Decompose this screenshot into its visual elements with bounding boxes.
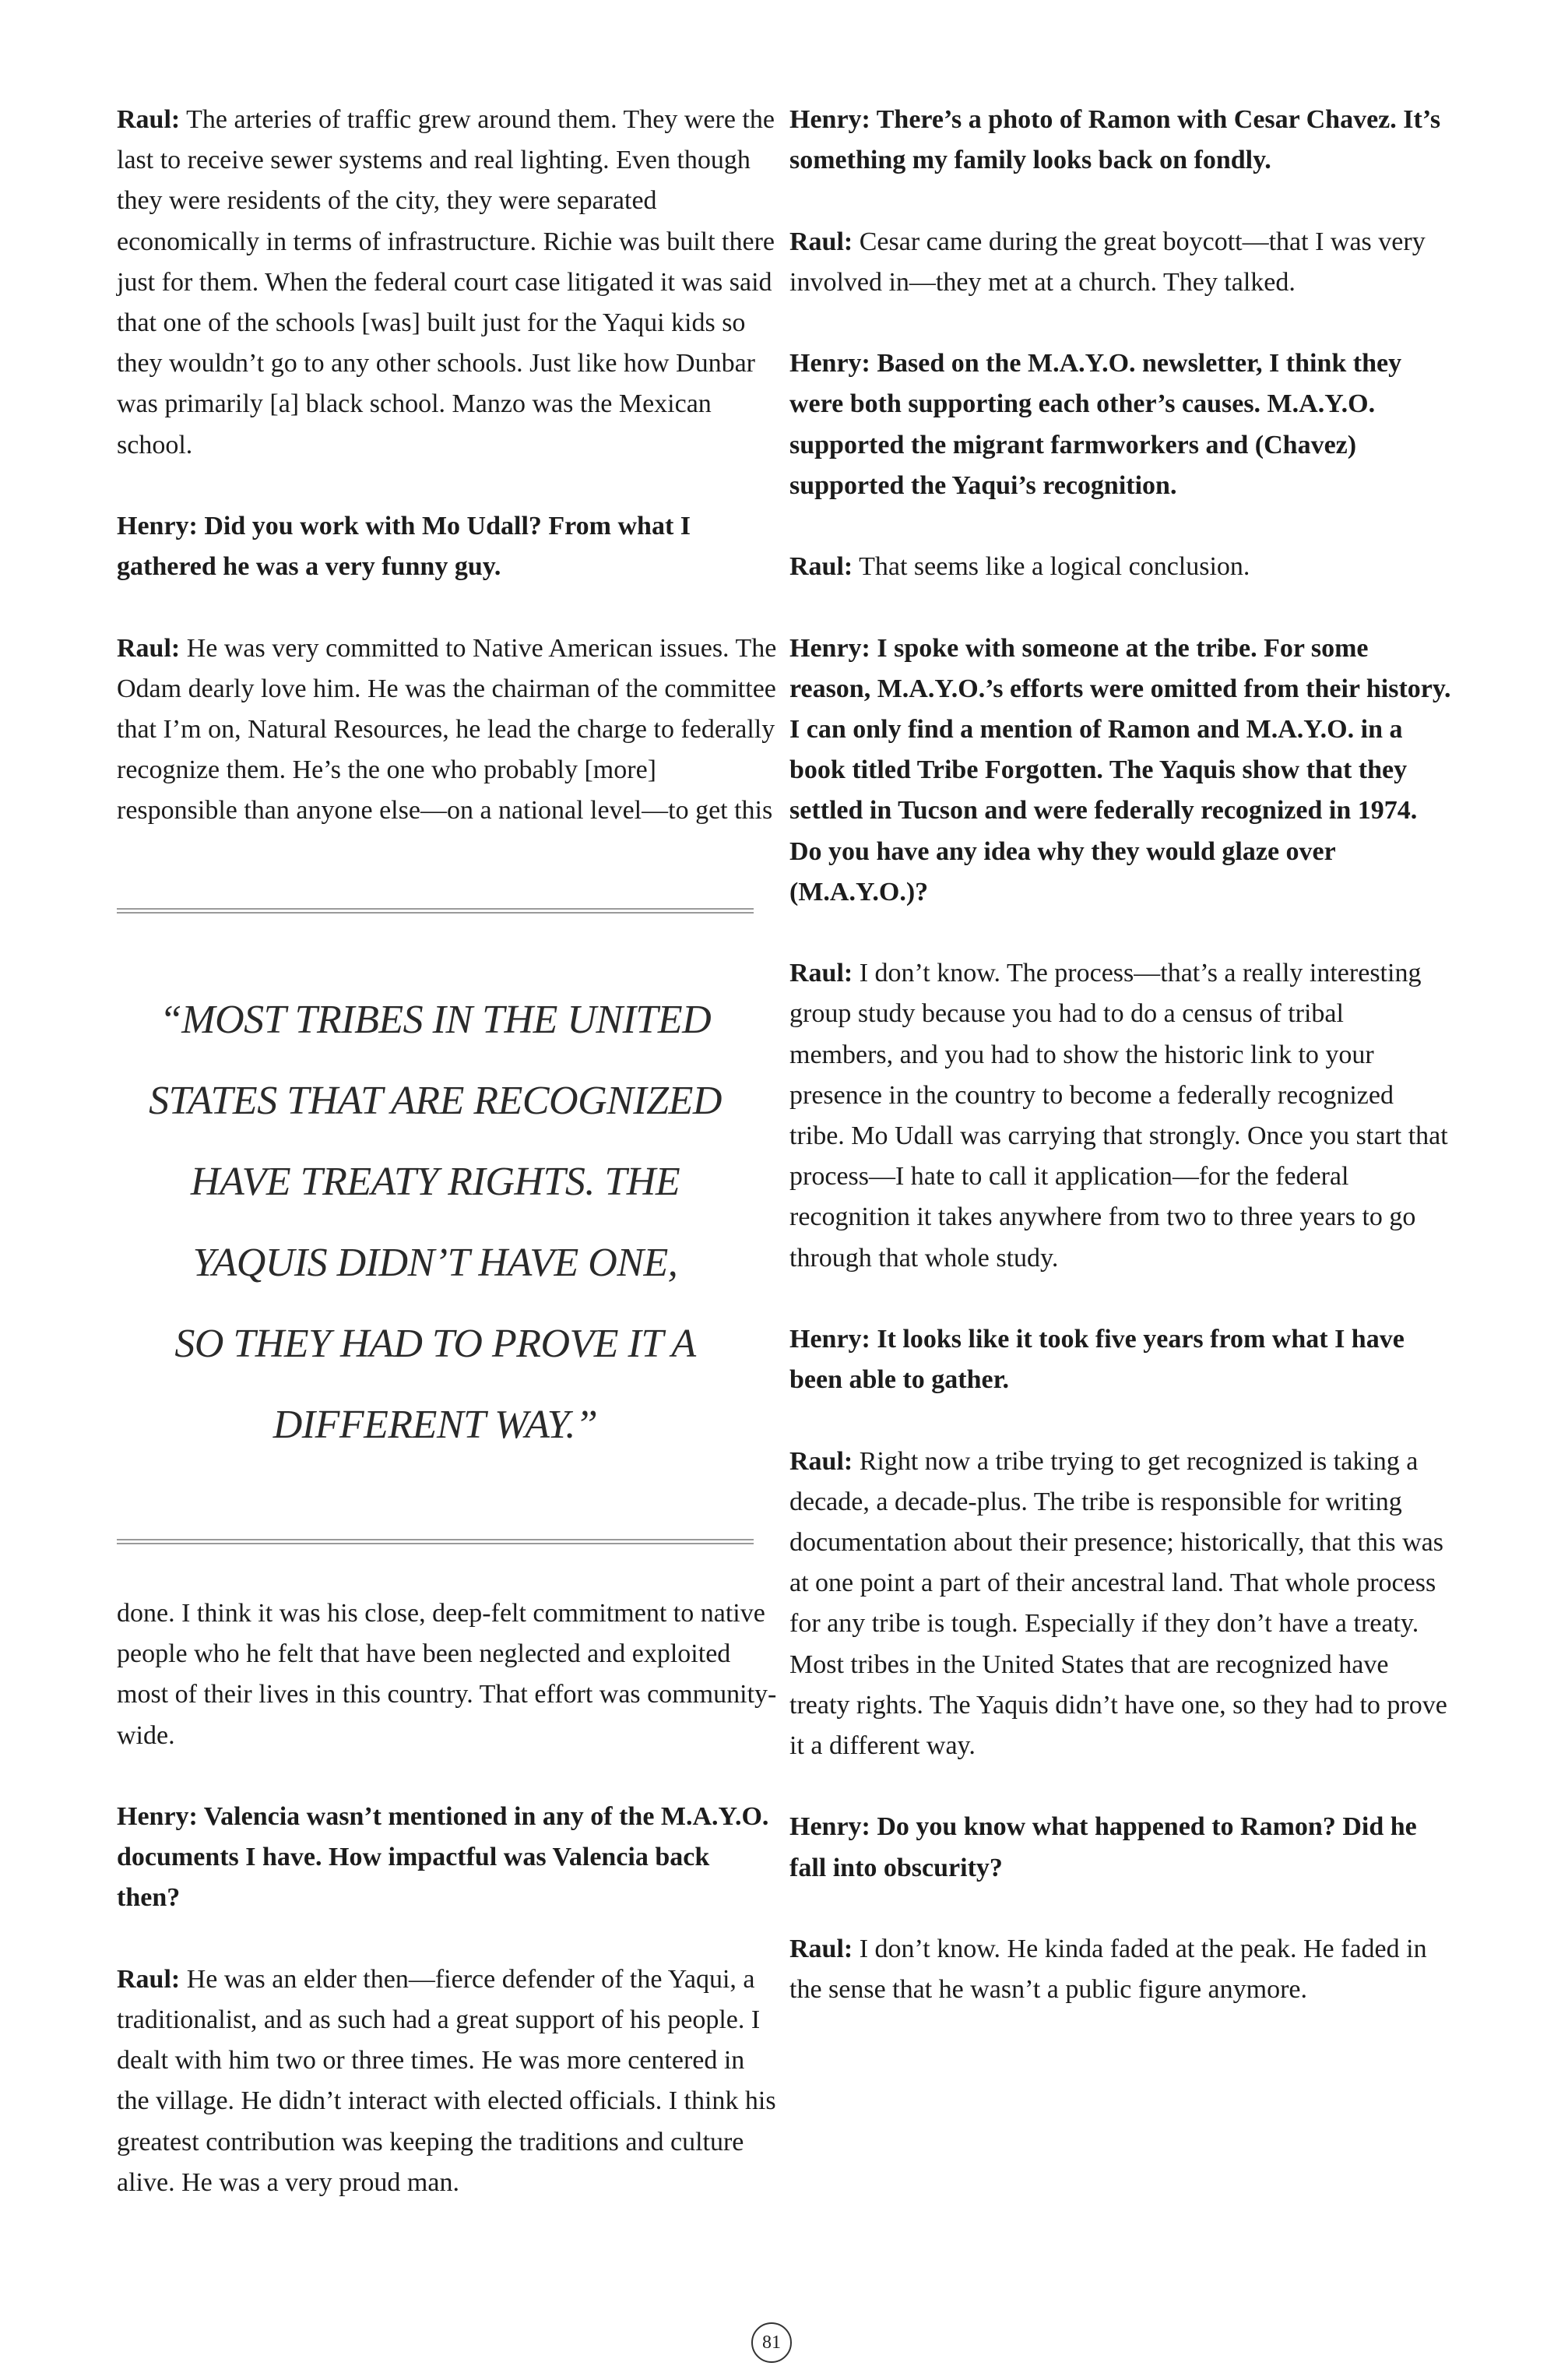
pull-quote-line: “MOST TRIBES IN THE UNITED — [159, 998, 712, 1042]
henry-question-2: Henry: Valencia wasn’t mentioned in any of the M.A.Y.O. documents I have. How impactful was Valencia back then? — [117, 1802, 769, 1913]
speaker-label: Raul: — [789, 227, 853, 256]
answer-text: Cesar came during the great boycott—that I was very involved in—they met at a church. They talked. — [789, 227, 1426, 297]
raul-answer-continued: done. I think it was his close, deep-felt commitment to native people who he felt that have been neglected and exploited most of their lives in this country. That effort was community-wide. — [117, 1599, 777, 1750]
henry-question-7: Henry: Do you know what happened to Ramon? Did he fall into obscurity? — [789, 1812, 1417, 1882]
right-column — [789, 100, 1451, 2010]
left-column-bottom — [117, 1593, 779, 2203]
speaker-label: Raul: — [789, 552, 853, 582]
henry-question-6: Henry: It looks like it took five years from what I have been able to gather. — [789, 1325, 1405, 1395]
pull-quote-line: SO THEY HAD TO PROVE IT A — [174, 1322, 696, 1366]
raul-answer-5 — [789, 547, 1451, 587]
left-column-top — [117, 100, 779, 832]
raul-answer-1 — [117, 100, 779, 466]
answer-text: Right now a tribe trying to get recognized is taking a decade, a decade-plus. The tribe is responsible for writing documentation about their presence; historically, that this was at one point a part of their ancestral land. That whole process for any tribe is tough. Especially if they don’t have a treaty. Most tribes in the United States that are recognized have treaty rights. The Yaquis didn’t have one, so they had to prove it a different way. — [789, 1446, 1447, 1761]
speaker-label: Raul: — [789, 1935, 853, 1963]
pull-quote-line: HAVE TREATY RIGHTS. THE — [190, 1160, 680, 1204]
speaker-label: Raul: — [789, 959, 853, 988]
raul-answer-7 — [789, 1442, 1451, 1767]
raul-answer-3 — [117, 1959, 779, 2203]
henry-question-3: Henry: There’s a photo of Ramon with Cesar Chavez. It’s something my family looks back on fondly. — [789, 105, 1441, 175]
speaker-label: Raul: — [789, 1446, 853, 1476]
pull-quote-line: DIFFERENT WAY.” — [272, 1403, 598, 1447]
pull-quote — [117, 980, 754, 1466]
answer-text: He was very committed to Native American issues. The Odam dearly love him. He was the chairman of the committee that I’m on, Natural Resources, he lead the charge to federally recognize them. He’s the one who probably [more] responsible than anyone else—on a national level—to get this — [117, 633, 777, 826]
speaker-label: Raul: — [117, 633, 181, 663]
answer-text: He was an elder then—fierce defender of the Yaqui, a traditionalist, and as such had a great support of his people. I dealt with him two or three times. He was more centered in the village. He didn’t interact with elected officials. I think his greatest contribution was keeping the traditions and culture alive. He was a very proud man. — [117, 1964, 776, 2197]
pull-quote-line: YAQUIS DIDN’T HAVE ONE, — [192, 1241, 678, 1285]
raul-answer-6 — [789, 953, 1451, 1279]
answer-text: That seems like a logical conclusion. — [853, 552, 1250, 582]
raul-answer-8 — [789, 1929, 1451, 2010]
henry-question-4: Henry: Based on the M.A.Y.O. newsletter, I think they were both supporting each other’s causes. M.A.Y.O. supported the migrant farmworkers and (Chavez) supported the Yaqui’s recognition. — [789, 349, 1402, 500]
answer-text: The arteries of traffic grew around them. They were the last to receive sewer systems and real lighting. Even though they were residents of the city, they were separated economically in terms of infrastructure. Richie was built there just for them. When the federal court case litigated it was said that one of the schools [was] built just for the Yaqui kids so they wouldn’t go to any other schools. Just like how Dunbar was primarily [a] black school. Manzo was the Mexican school. — [117, 105, 775, 459]
pull-quote-bottom-rule — [117, 1539, 754, 1544]
raul-answer-2 — [117, 628, 779, 832]
answer-text: I don’t know. The process—that’s a really interesting group study because you had to do a census of tribal members, and you had to show the historic link to your presence in the country to become a federally recognized tribe. Mo Udall was carrying that strongly. Once you start that process—I hate to call it application—for the federal recognition it takes anywhere from two to three years to go through that whole study. — [789, 959, 1448, 1273]
pull-quote-line: STATES THAT ARE RECOGNIZED — [149, 1079, 722, 1123]
page-number: 81 — [751, 2322, 792, 2363]
henry-question-5: Henry: I spoke with someone at the tribe. For some reason, M.A.Y.O.’s efforts were omitted from their history. I can only find a mention of Ramon and M.A.Y.O. in a book titled Tribe Forgotten. The Yaquis show that they settled in Tucson and were federally recognized in 1974. Do you have any idea why they would glaze over (M.A.Y.O.)? — [789, 633, 1451, 907]
pull-quote-top-rule — [117, 908, 754, 914]
raul-answer-4 — [789, 222, 1451, 303]
speaker-label: Raul: — [117, 1964, 181, 1994]
henry-question-1: Henry: Did you work with Mo Udall? From what I gathered he was a very funny guy. — [117, 512, 691, 582]
answer-text: I don’t know. He kinda faded at the peak. He faded in the sense that he wasn’t a public figure anymore. — [789, 1935, 1427, 2005]
speaker-label: Raul: — [117, 105, 181, 134]
